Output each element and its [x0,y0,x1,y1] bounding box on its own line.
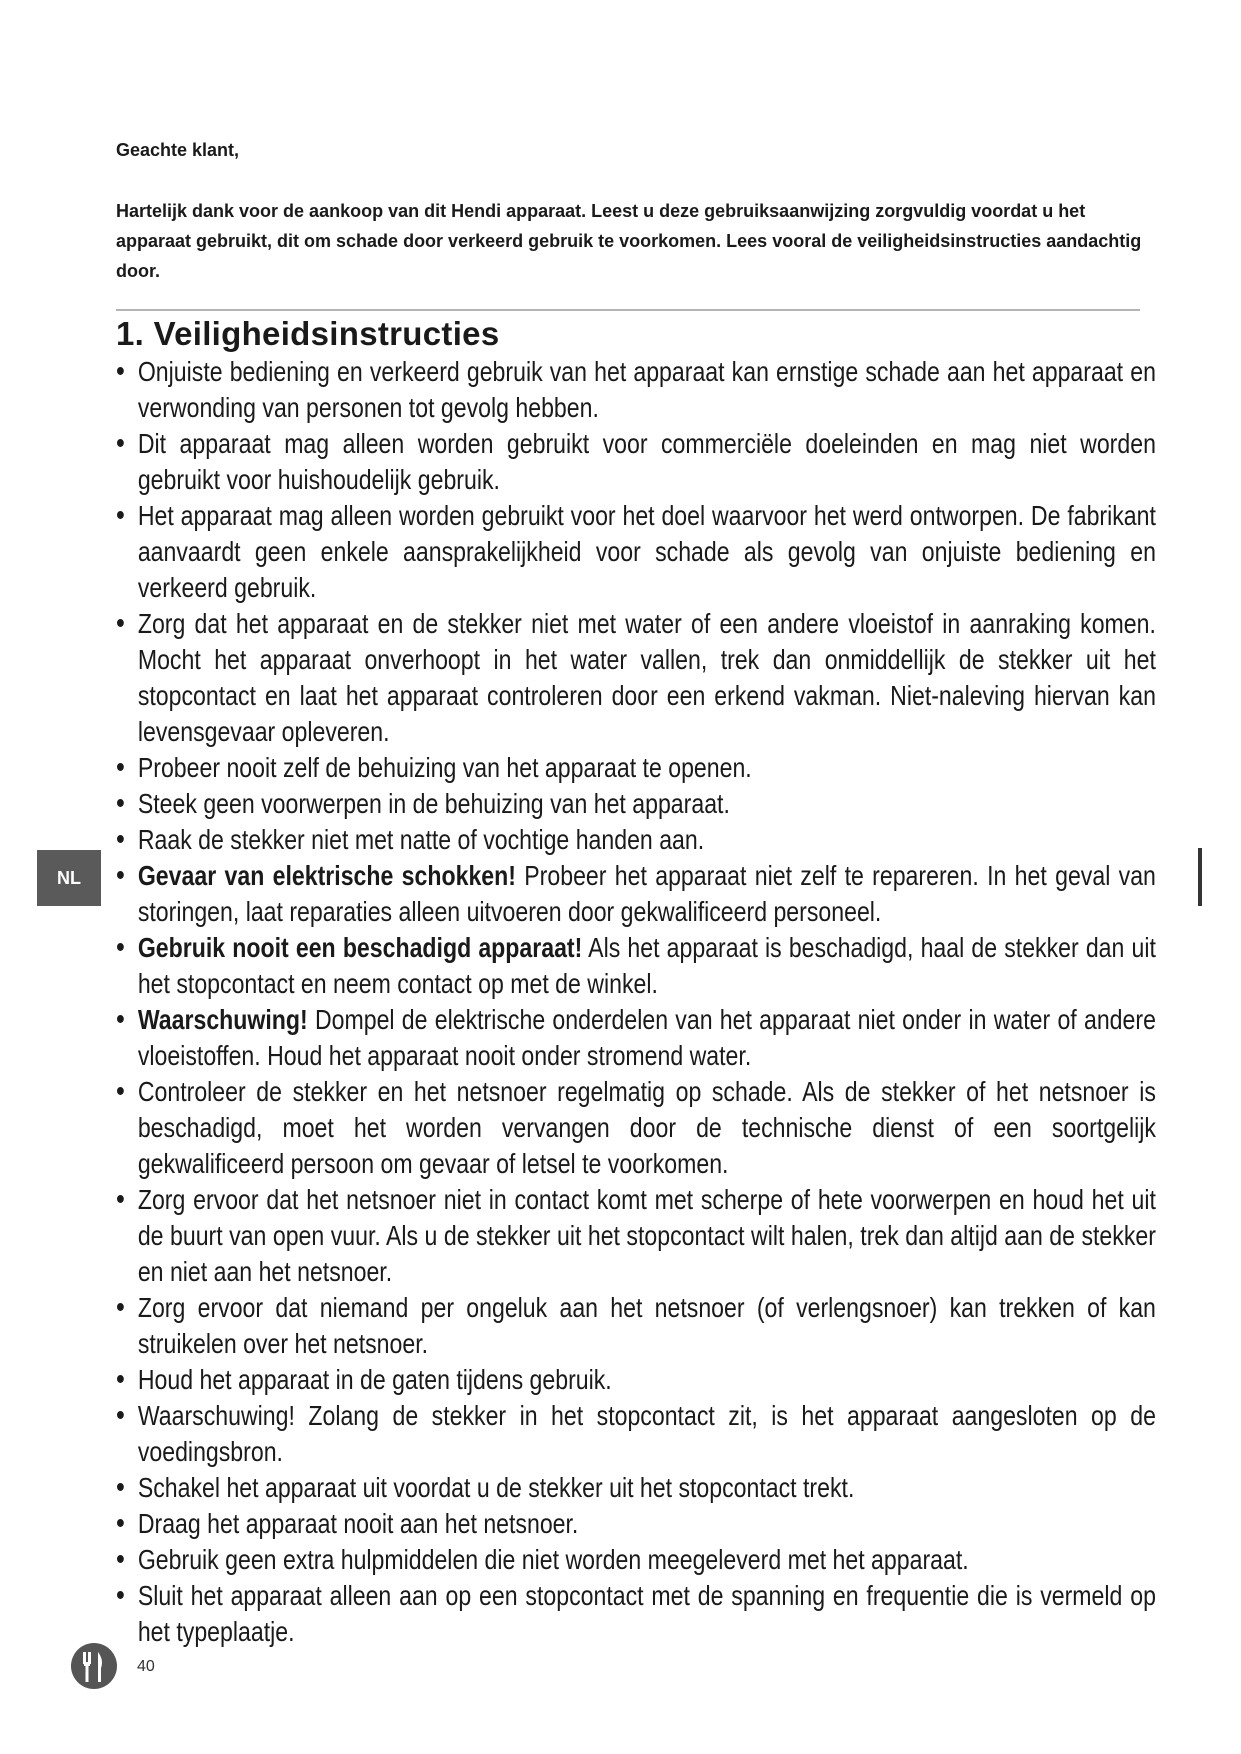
list-item [116,1362,1156,1398]
section-divider [116,309,1140,311]
list-item [116,1578,1156,1650]
list-item [116,1002,1156,1074]
item-text: Gebruik geen extra hulpmiddelen die niet worden meegeleverd met het apparaat. [137,1544,969,1575]
item-text: Probeer het apparaat niet zelf te repareren. In het geval van storingen, laat reparaties alleen uitvoeren door gekwalificeerd personeel. [137,860,1156,927]
list-item [116,1470,1156,1506]
item-text: Schakel het apparaat uit voordat u de stekker uit het stopcontact trekt. [137,1472,855,1503]
list-item [116,1542,1156,1578]
language-tab: NL [37,850,101,906]
list-item [116,426,1156,498]
safety-instructions-list [116,354,1156,1650]
item-text: Probeer nooit zelf de behuizing van het apparaat te openen. [137,752,752,783]
list-item [116,786,1156,822]
page-number: 40 [137,1658,155,1675]
item-emphasis: Waarschuwing! [137,1004,308,1035]
item-text: Zorg ervoor dat niemand per ongeluk aan het netsnoer (of verlengsnoer) kan trekken of kan struikelen over het netsnoer. [137,1292,1156,1359]
item-text: Draag het apparaat nooit aan het netsnoer. [137,1508,579,1539]
list-item [116,1290,1156,1362]
section-title: 1. Veiligheidsinstructies [116,315,500,352]
item-text: Sluit het apparaat alleen aan op een stopcontact met de spanning en frequentie die is vermeld op het typeplaatje. [137,1580,1156,1647]
list-item [116,354,1156,426]
item-text: Dompel de elektrische onderdelen van het apparaat niet onder in water of andere vloeistoffen. Houd het apparaat nooit onder stromend water. [137,1004,1156,1071]
list-item [116,1398,1156,1470]
list-item [116,1506,1156,1542]
item-text: Dit apparaat mag alleen worden gebruikt voor commerciële doeleinden en mag niet worden gebruikt voor huishoudelijk gebruik. [137,428,1156,495]
item-text: Raak de stekker niet met natte of vochtige handen aan. [137,824,705,855]
item-emphasis: Gebruik nooit een beschadigd apparaat! [137,932,583,963]
cutlery-icon [70,1642,118,1690]
item-text: Zorg ervoor dat het netsnoer niet in contact komt met scherpe of hete voorwerpen en houd het uit de buurt van open vuur. Als u de stekker uit het stopcontact wilt halen, trek dan altijd aan de stekker en niet aan het netsnoer. [137,1184,1156,1287]
margin-marker [1198,848,1202,906]
list-item [116,750,1156,786]
intro-paragraph: Hartelijk dank voor de aankoop van dit Hendi apparaat. Leest u deze gebruiksaanwijzing zorgvuldig voordat u het apparaat gebruikt, dit om schade door verkeerd gebruik te voorkomen. Lees vooral de veiligheidsinstructies aandachtig door. [116,201,1142,281]
item-emphasis: Gevaar van elektrische schokken! [137,860,516,891]
list-item [116,1182,1156,1290]
item-text: Zorg dat het apparaat en de stekker niet met water of een andere vloeistof in aanraking komen. Mocht het apparaat onverhoopt in het water vallen, trek dan onmiddellijk de stekker uit het stopcontact en laat het apparaat controleren door een erkend vakman. Niet-naleving hiervan kan levensgevaar opleveren. [137,608,1156,747]
list-item [116,606,1156,750]
list-item [116,1074,1156,1182]
list-item [116,930,1156,1002]
item-text: Als het apparaat is beschadigd, haal de stekker dan uit het stopcontact en neem contact op met de winkel. [137,932,1156,999]
list-item [116,498,1156,606]
item-text: Steek geen voorwerpen in de behuizing van het apparaat. [137,788,730,819]
item-text: Onjuiste bediening en verkeerd gebruik van het apparaat kan ernstige schade aan het apparaat en verwonding van personen tot gevolg hebben. [137,356,1156,423]
item-text: Houd het apparaat in de gaten tijdens gebruik. [137,1364,612,1395]
item-text: Het apparaat mag alleen worden gebruikt voor het doel waarvoor het werd ontworpen. De fabrikant aanvaardt geen enkele aansprakelijkheid voor schade als gevolg van onjuiste bediening en verkeerd gebruik. [137,500,1156,603]
list-item [116,858,1156,930]
greeting: Geachte klant, [116,140,240,160]
list-item [116,822,1156,858]
item-text: Controleer de stekker en het netsnoer regelmatig op schade. Als de stekker of het netsnoer is beschadigd, moet het worden vervangen door de technische dienst of een soortgelijk gekwalificeerd persoon om gevaar of letsel te voorkomen. [137,1076,1156,1179]
item-text: Waarschuwing! Zolang de stekker in het stopcontact zit, is het apparaat aangesloten op de voedingsbron. [137,1400,1156,1467]
